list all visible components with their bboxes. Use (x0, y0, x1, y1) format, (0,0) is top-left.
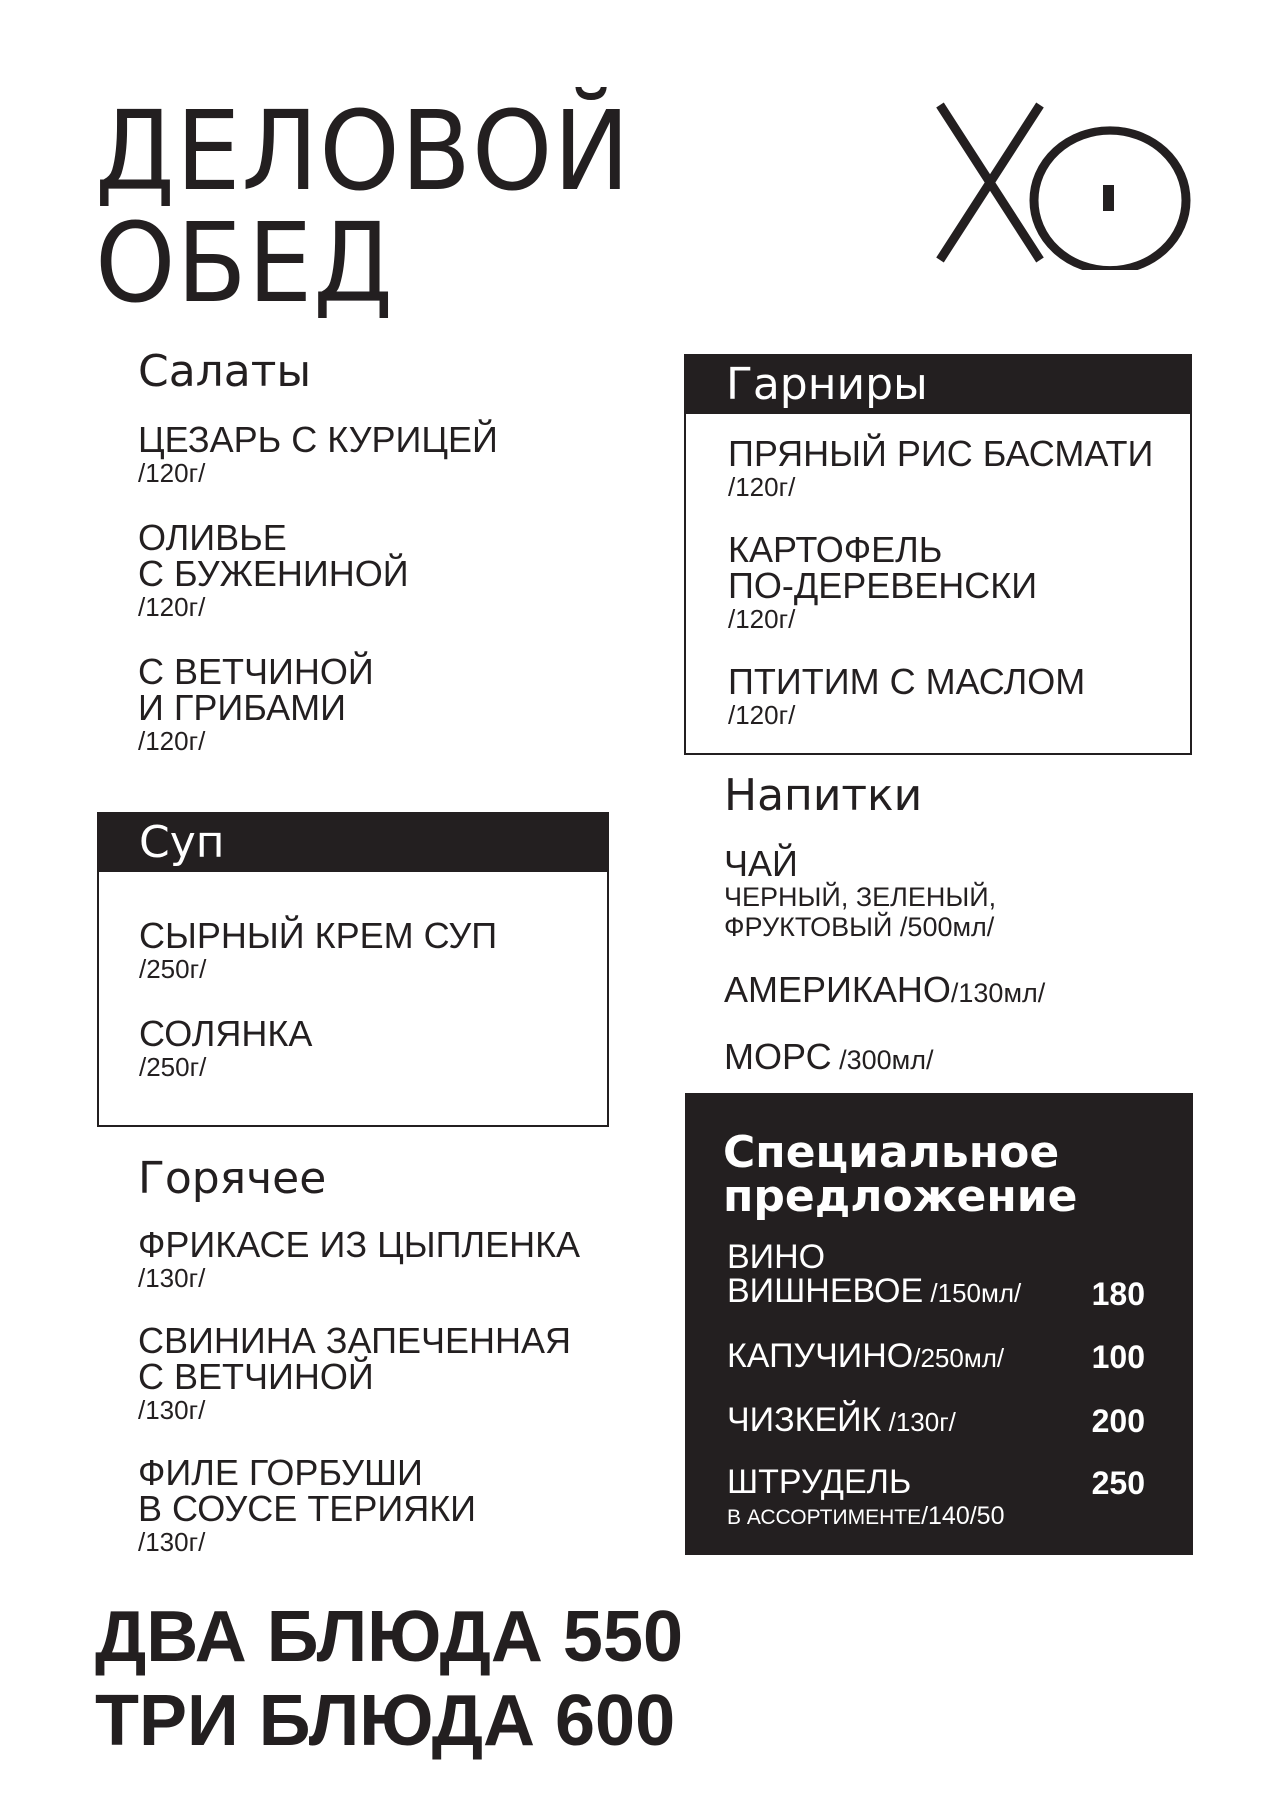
menu-item (138, 1224, 618, 1293)
item-name: ШТРУДЕЛЬ (727, 1463, 912, 1501)
sides-heading: Гарниры (686, 356, 1190, 414)
item-weight: /130г/ (138, 1263, 206, 1293)
item-price: 100 (1091, 1339, 1145, 1375)
item-weight: /120г/ (138, 458, 206, 488)
item-name: ЦЕЗАРЬ С КУРИЦЕЙ (138, 419, 498, 460)
item-weight: /120г/ (728, 604, 796, 634)
item-weight: /250г/ (139, 1052, 207, 1082)
special-item (727, 1339, 1145, 1375)
hot-section (138, 1155, 618, 1579)
item-detail: В АССОРТИМЕНТЕ (727, 1506, 922, 1529)
item-name: ПРЯНЫЙ РИС БАСМАТИ (728, 433, 1154, 474)
menu-item (728, 433, 1154, 502)
menu-item (139, 1013, 497, 1082)
item-name: ФРИКАСЕ ИЗ ЦЫПЛЕНКА (138, 1224, 581, 1265)
item-weight: /130г/ (138, 1527, 206, 1557)
item-weight: /120г/ (138, 726, 206, 756)
special-item (727, 1240, 1145, 1310)
item-name: ЧИЗКЕЙК (727, 1401, 882, 1439)
item-name: ФИЛЕ ГОРБУШИ В СОУСЕ ТЕРИЯКИ (138, 1452, 477, 1529)
menu-item (724, 843, 1194, 942)
special-offer-section (685, 1093, 1193, 1555)
item-weight: /140/50 (921, 1502, 1005, 1530)
item-price: 250 (1091, 1465, 1145, 1501)
item-name: АМЕРИКАНО (724, 969, 951, 1010)
item-name: КАПУЧИНО (727, 1337, 914, 1375)
menu-item (138, 419, 598, 488)
item-price: 200 (1091, 1403, 1145, 1439)
menu-item (138, 517, 598, 622)
menu-item (728, 529, 1153, 634)
item-detail: ФРУКТОВЫЙ /500мл/ (724, 912, 995, 942)
item-name: ВИШНЕВОЕ (727, 1272, 924, 1310)
menu-item (138, 1452, 618, 1557)
page-title (95, 87, 631, 327)
item-name: МОРС (724, 1036, 832, 1077)
item-weight: /120г/ (728, 472, 796, 502)
item-detail: ЧЕРНЫЙ, ЗЕЛЕНЫЙ, (724, 882, 997, 912)
item-name: С ВЕТЧИНОЙ И ГРИБАМИ (138, 651, 374, 728)
title-line-2: ОБЕД (95, 199, 394, 327)
item-name: СОЛЯНКА (139, 1013, 313, 1054)
price-two-courses: ДВА БЛЮДА 550 (95, 1597, 684, 1677)
special-heading: Специальное предложение (723, 1127, 1078, 1222)
soup-section (97, 812, 609, 1127)
item-weight: /120г/ (138, 592, 206, 622)
item-name: ВИНО (727, 1238, 826, 1276)
item-weight: /250мл/ (913, 1343, 1005, 1373)
price-three-courses: ТРИ БЛЮДА 600 (95, 1681, 676, 1761)
item-name: ОЛИВЬЕ С БУЖЕНИНОЙ (138, 517, 409, 594)
special-item (727, 1403, 1145, 1439)
menu-item (728, 661, 1153, 730)
set-prices (95, 1595, 683, 1763)
drinks-section (724, 772, 1194, 1102)
item-price: 180 (1091, 1276, 1145, 1312)
menu-item (724, 969, 1194, 1010)
item-weight: /120г/ (728, 700, 796, 730)
menu-item (138, 1320, 618, 1425)
item-weight: /300мл/ (831, 1045, 934, 1075)
item-weight: /150мл/ (923, 1278, 1022, 1308)
sides-section (684, 354, 1192, 755)
menu-item (139, 915, 498, 984)
item-weight: /250г/ (139, 954, 207, 984)
title-line-1: ДЕЛОВОЙ (95, 87, 631, 215)
xo-logo-icon (935, 100, 1195, 270)
item-name: СВИНИНА ЗАПЕЧЕННАЯ С ВЕТЧИНОЙ (138, 1320, 572, 1397)
salads-heading: Салаты (138, 346, 312, 397)
hot-heading: Горячее (138, 1153, 327, 1204)
menu-item (138, 651, 598, 756)
special-item (727, 1465, 1145, 1535)
soup-heading: Суп (99, 814, 607, 872)
item-name: ПТИТИМ С МАСЛОМ (728, 661, 1086, 702)
drinks-heading: Напитки (724, 770, 923, 821)
item-name: СЫРНЫЙ КРЕМ СУП (139, 915, 498, 956)
item-weight: /130мл/ (950, 978, 1046, 1008)
item-weight: /130г/ (138, 1395, 206, 1425)
item-name: ЧАЙ (724, 843, 798, 884)
item-weight: /130г/ (881, 1407, 956, 1437)
salads-section (138, 348, 598, 778)
menu-item (724, 1036, 1194, 1077)
item-name: КАРТОФЕЛЬ ПО-ДЕРЕВЕНСКИ (728, 529, 1038, 606)
